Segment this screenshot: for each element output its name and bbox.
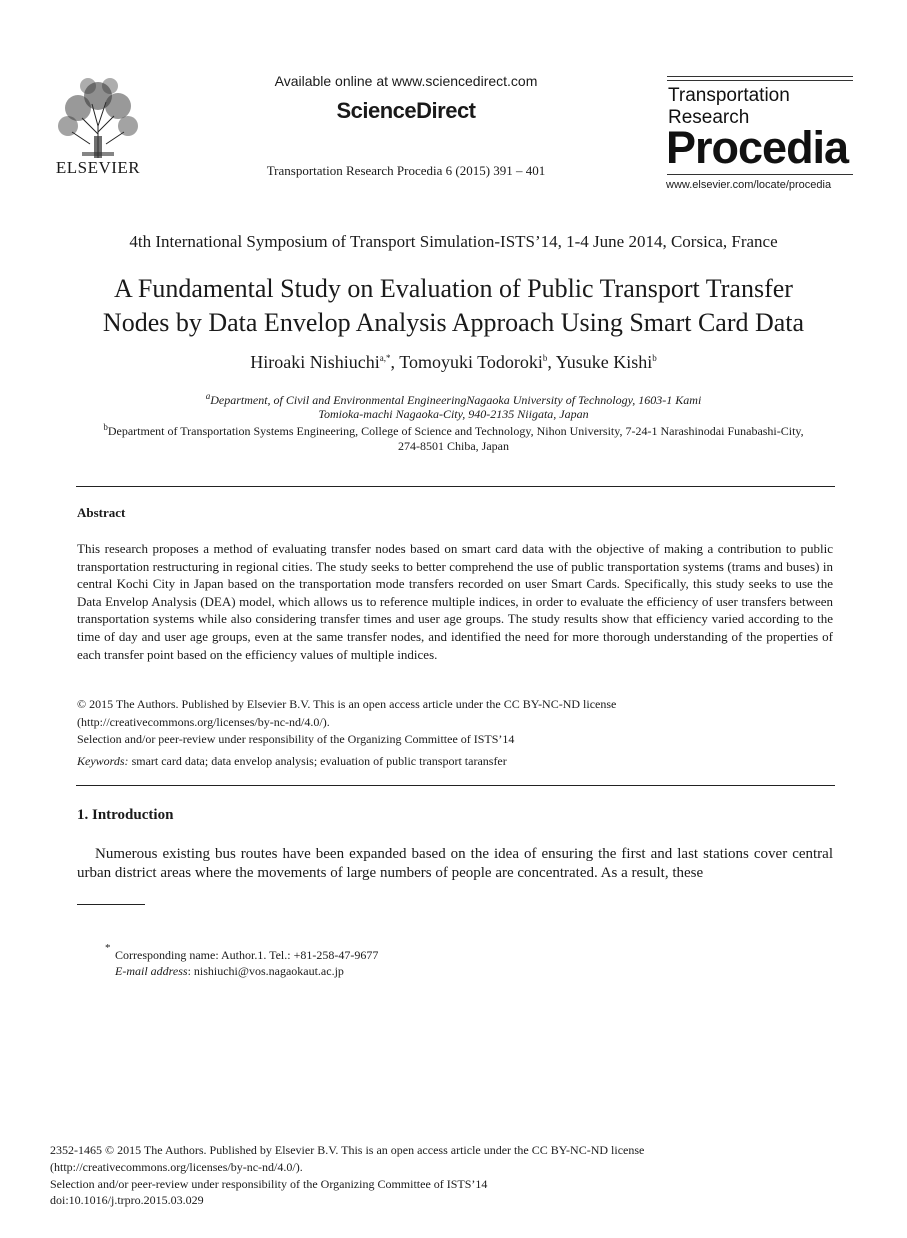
footer-doi[interactable]: doi:10.1016/j.trpro.2015.03.029 [50,1193,204,1207]
affiliation-a-line-2: Tomioka-machi Nagaoka-City, 940-2135 Niigata, Japan [318,407,589,421]
author-2: , Tomoyuki Todoroki [390,352,543,372]
author-1: Hiroaki Nishiuchi [250,352,380,372]
affiliation-a-text-1: Department, of Civil and Environmental EngineeringNagaoka University of Technology, 1603-1 Kami [210,393,702,407]
abstract-heading: Abstract [77,505,126,520]
journal-reference: Transportation Research Procedia 6 (2015) 391 – 401 [266,163,546,178]
elsevier-wordmark: ELSEVIER [55,158,141,177]
procedia-rule-top-1 [667,76,853,77]
footnote-email: : nishiuchi@vos.nagaokaut.ac.jp [187,964,344,978]
procedia-line-transportation: Transportation [668,85,790,106]
abstract-copyright-line-1: © 2015 The Authors. Published by Elsevier B.V. This is an open access article under the CC BY-NC-ND license [77,697,617,711]
affiliation-b-line-1 [20,424,887,439]
affiliation-b-text-1: Department of Transportation Systems Engineering, College of Science and Technology, Nihon University, 7-24-1 Narashinodai Funabashi-City, [107,424,804,438]
abstract-license-link[interactable]: (http://creativecommons.org/licenses/by-nc-nd/4.0/). [77,715,330,729]
author-3-affil: b [652,353,657,363]
keywords-line [77,754,507,769]
procedia-line-research: Research [668,107,750,128]
affiliation-b-line-2: 274-8501 Chiba, Japan [398,439,509,453]
affiliation-a-marker: a [205,391,211,401]
conference-line: 4th International Symposium of Transport Simulation-ISTS’14, 1-4 June 2014, Corsica, France [129,232,778,251]
available-online-text: Available online at www.sciencedirect.com [274,73,538,89]
author-1-affil: a,* [379,353,391,363]
footnote-star: * [105,942,111,954]
procedia-rule-bottom [667,174,853,175]
sciencedirect-wordmark: ScienceDirect [336,98,476,123]
abstract-rule-top [76,486,835,487]
intro-heading: 1. Introduction [77,807,174,823]
footnote-email-label: E-mail address [115,964,188,978]
intro-paragraph: Numerous existing bus routes have been expanded based on the idea of ensuring the first and last stations cover central urban district areas where the movements of large numbers of people are concentrated. As a result, these [77,846,833,881]
abstract-body: This research proposes a method of evaluating transfer nodes based on smart card data with the objective of making a contribution to public transportation restructuring in regional cities. The study seeks to better comprehend the use of public transportation systems (trams and buses) in central Kochi City in Japan based on the transportation mode transfers recorded on user Smart Cards. Specifically, this study seeks to use the Data Envelop Analysis (DEA) model, which allows us to reference multiple indices, in order to evaluate the efficiency of user transfers between transportation systems while also considering transfer times and user age groups. The study results show that efficiency varied according to the time of day and user age groups, even at the same transfer nodes, and identified the need for more thorough understanding of the properties of each transfer point based on the efficiency values of multiple indices. [77,541,833,662]
procedia-rule-top-2 [667,80,853,81]
keywords-text: smart card data; data envelop analysis; evaluation of public transport taransfer [128,754,507,768]
paper-title-line-2: Nodes by Data Envelop Analysis Approach Using Smart Card Data [102,308,805,337]
procedia-wordmark: Procedia [666,122,849,173]
footnote-rule [77,904,145,905]
footer-issn-copyright: 2352-1465 © 2015 The Authors. Published by Elsevier B.V. This is an open access article under the CC BY-NC-ND license [50,1143,645,1157]
author-3: , Yusuke Kishi [547,352,653,372]
affiliation-a-line-1 [40,393,867,408]
procedia-url: www.elsevier.com/locate/procedia [666,179,832,191]
abstract-peer-review: Selection and/or peer-review under responsibility of the Organizing Committee of ISTS’14 [77,732,515,746]
footer-license-link[interactable]: (http://creativecommons.org/licenses/by-nc-nd/4.0/). [50,1160,303,1174]
author-list [40,352,867,373]
paper-title-line-1: A Fundamental Study on Evaluation of Public Transport Transfer [114,274,793,303]
footnote-corresponding: Corresponding name: Author.1. Tel.: +81-258-47-9677 [115,948,379,962]
affiliation-b-marker: b [103,422,108,432]
elsevier-tree-logo [52,74,144,160]
footer-peer-review: Selection and/or peer-review under responsibility of the Organizing Committee of ISTS’14 [50,1177,488,1191]
abstract-rule-bottom [76,785,835,786]
author-2-affil: b [542,353,548,363]
footnote-email-line [115,964,344,979]
keywords-label: Keywords: [77,754,129,768]
